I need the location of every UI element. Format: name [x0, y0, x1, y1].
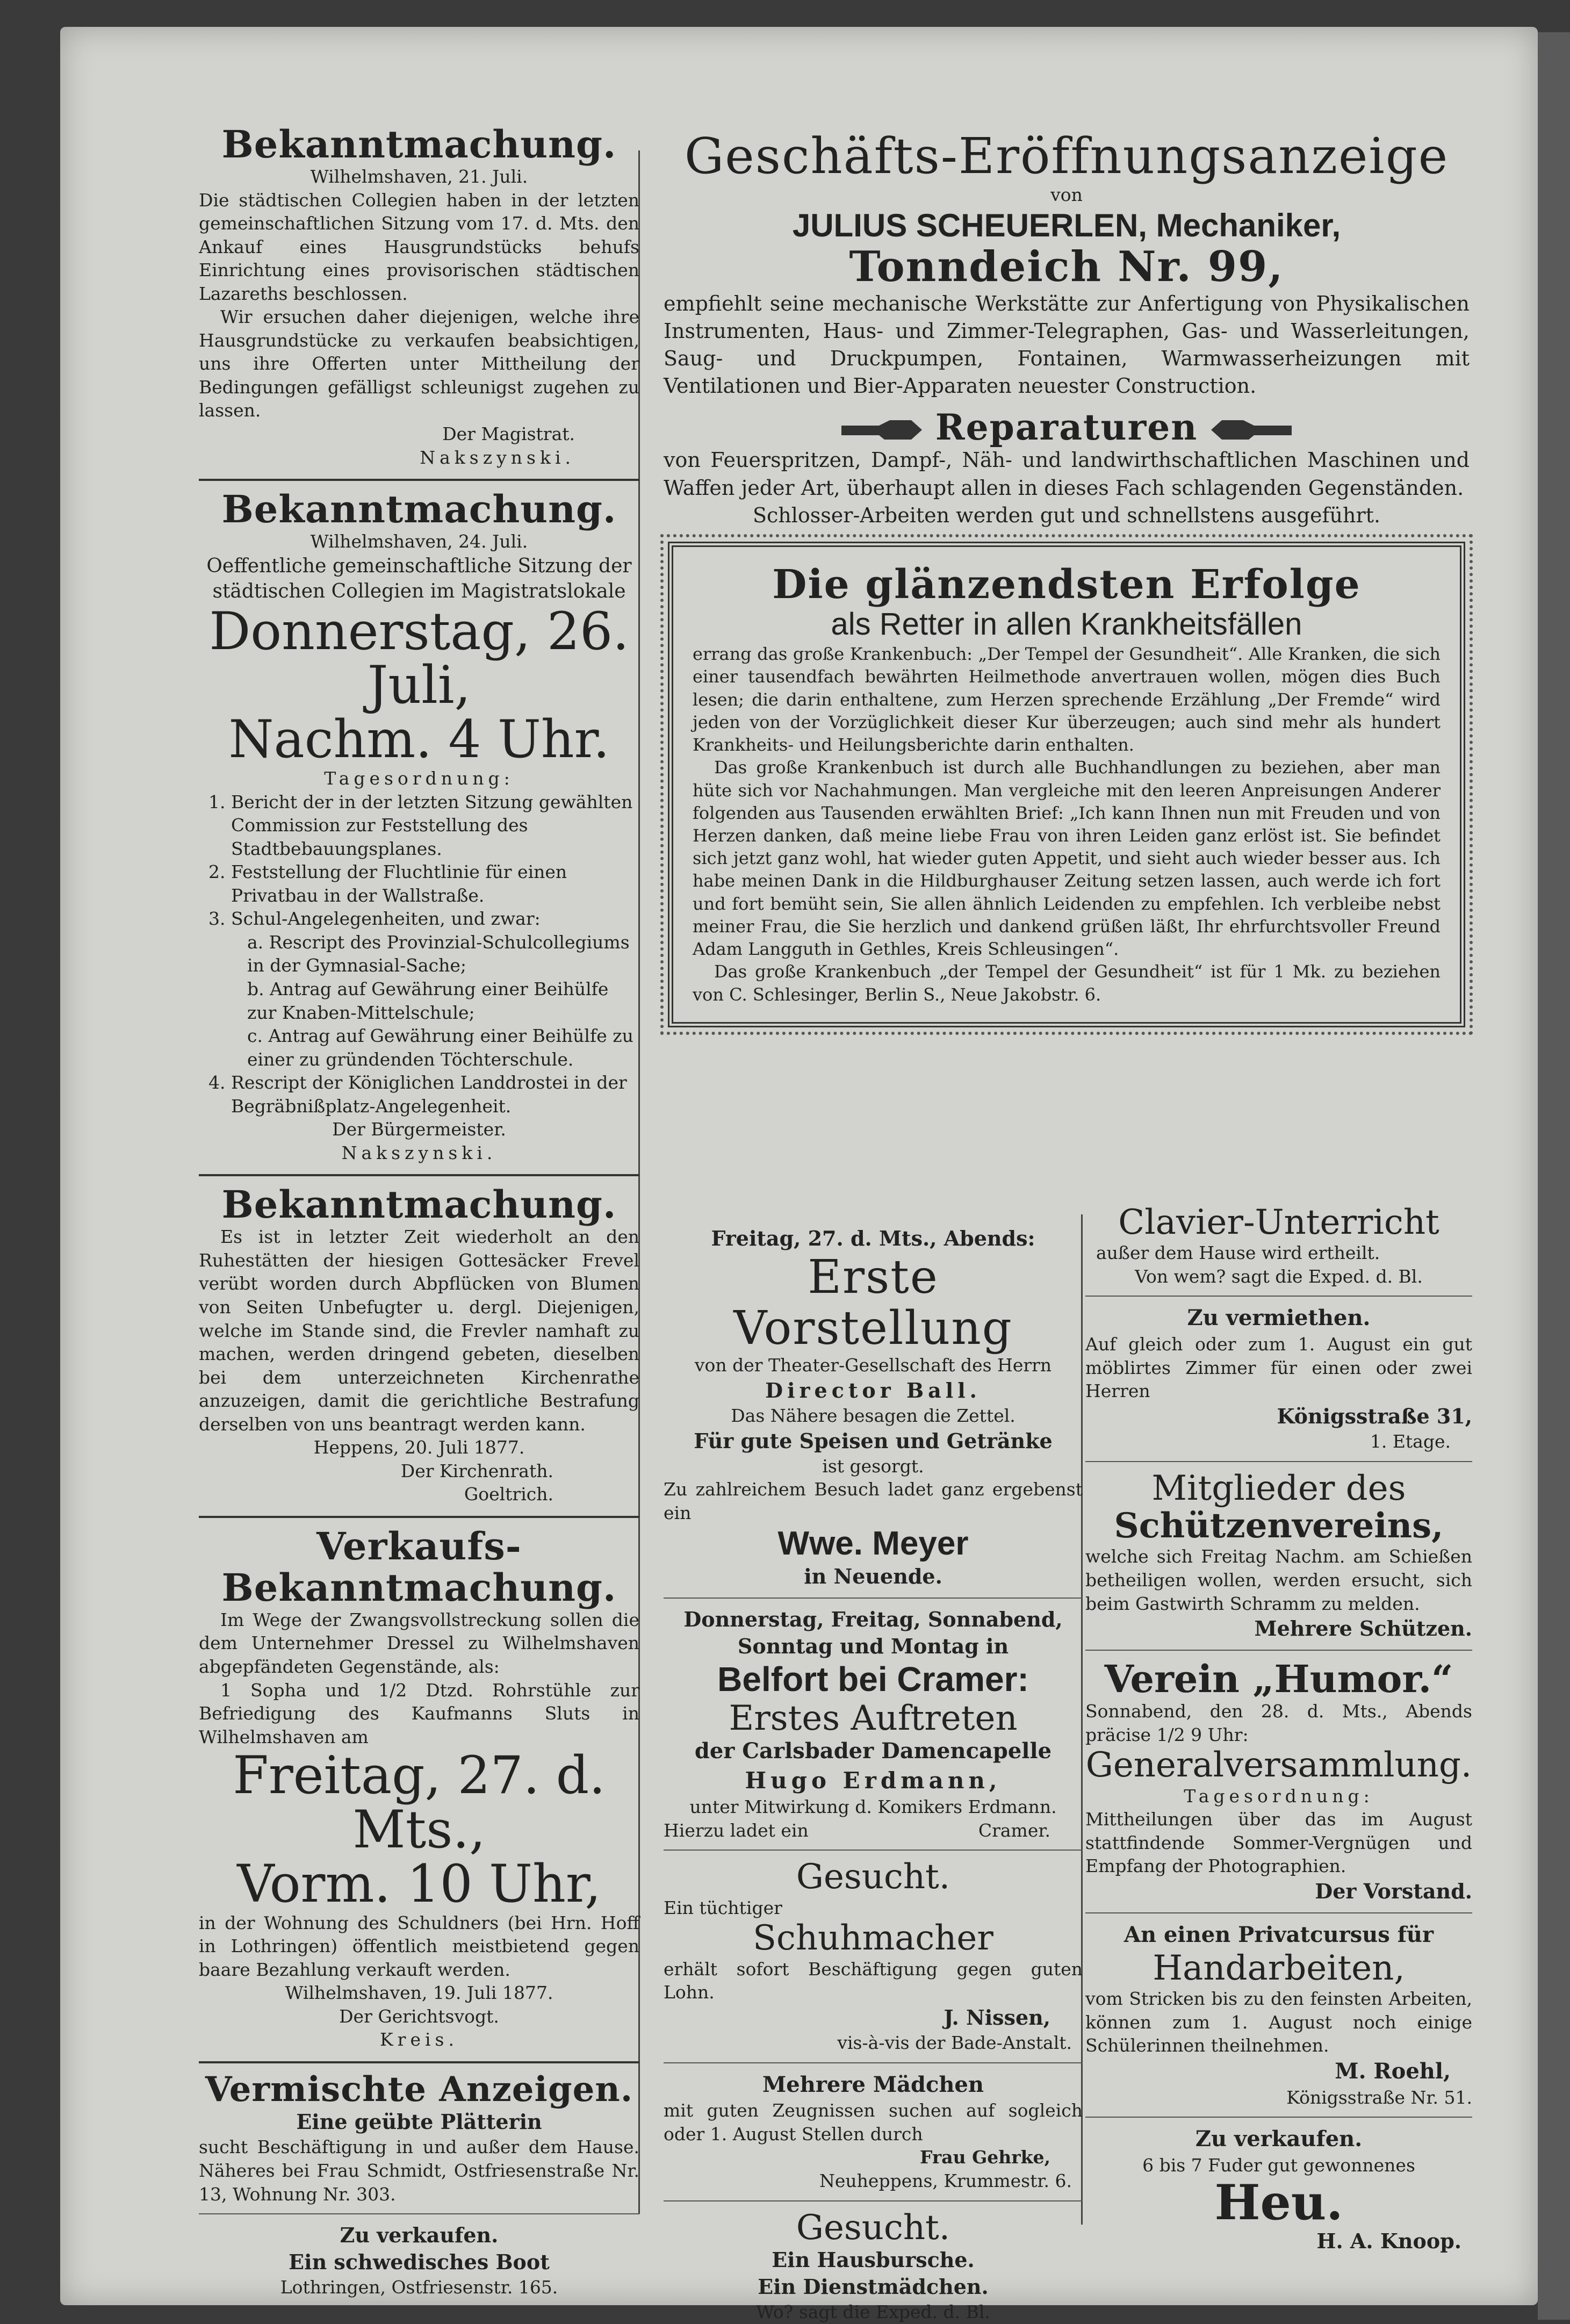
host-place: in Neuende.	[804, 1564, 942, 1588]
pointing-hand-icon	[841, 418, 922, 443]
invite-name: Cramer.	[978, 1819, 1050, 1841]
notice-title: Bekanntmachung.	[221, 122, 617, 167]
divider	[1085, 1461, 1472, 1462]
divider	[199, 1516, 639, 1518]
ad-address: Neuheppens, Krummestr. 6.	[819, 2170, 1072, 2192]
club-meeting: Generalversammlung.	[1085, 1745, 1472, 1786]
box-paragraph: errang das große Krankenbuch: „Der Tempel der Gesundheit“. Alle Kranken, die sich einer tausendfach bewährten Heilmethode anvertrauen wollen, mögen dies Buch lesen; die darin enthaltene, zum Herzen sprechende Erzählung „Der Fremde“ wird jeden von der Vorzüglichkeit dieser Kur überzeugen; auch sind mehr als hundert Krankheits- und Heilungsberichte darin enthalten.	[693, 644, 1441, 756]
divider	[1085, 1296, 1472, 1297]
notice-signature: Der Gerichtsvogt.	[339, 2005, 499, 2027]
agenda-item: 1. Bericht der in der letzten Sitzung gewählten Commission zur Feststellung des Stadtbebauungsplanes.	[231, 790, 639, 861]
ad-address: Königsstraße Nr. 51.	[1286, 2086, 1472, 2108]
notice-paragraph: in der Wohnung des Schuldners (bei Hrn. Hoff in Lothringen) öffentlich meistbietend gegen baare Bezahlung verkauft werden.	[199, 1912, 639, 1980]
ad-address: 1. Etage.	[1370, 1431, 1451, 1452]
ad-title: Gesucht.	[796, 1857, 950, 1897]
ad-signature: Mehrere Schützen.	[1254, 1616, 1472, 1641]
box-subheadline: als Retter in allen Krankheitsfällen	[831, 607, 1302, 642]
ad-title: Clavier-Unterricht	[1118, 1203, 1439, 1242]
ad-item: Heu.	[1214, 2174, 1343, 2231]
ad-paragraph: von Feuerspritzen, Dampf-, Näh- und landwirthschaftlichen Maschinen und Waffen jeder Art, überhaupt allen in dieses Fach schlagenden Gegenständen.	[664, 448, 1470, 500]
notice-signature: Nakszynski.	[420, 447, 575, 468]
divider	[199, 479, 639, 481]
agenda-title: Tagesordnung:	[324, 768, 514, 789]
notice-signature: Der Magistrat.	[442, 423, 575, 445]
notice-paragraph: Es ist in letzter Zeit wiederholt an den Ruhestätten der hiesigen Gottesäcker Frevel verübt worden durch Abpflücken von Blumen von Seiten Unbefugter u. dergl. Diejenigen, welche im Stande sind, die Frevler namhaft zu machen, werden dringend gebeten, dieselben bei dem unterzeichneten Kirchenrathe anzuzeigen, damit die gerichtliche Bestrafung derselben von uns beantragt werden kann.	[199, 1226, 639, 1435]
event-text: Das Nähere besagen die Zettel.	[731, 1405, 1016, 1427]
pointing-hand-icon	[1211, 418, 1292, 443]
divider	[664, 2062, 1083, 2063]
divider	[664, 1598, 1083, 1599]
divider	[1085, 1650, 1472, 1651]
event-text: Für gute Speisen und Getränke	[694, 1428, 1053, 1453]
ad-text: Mittheilungen über das im August stattfindende Sommer-Vergnügen und Empfang der Photographien.	[1085, 1809, 1472, 1877]
column-wide	[664, 129, 1470, 1040]
ad-title: Mehrere Mädchen	[762, 2071, 984, 2097]
ad-title: Gesucht.	[796, 2207, 950, 2248]
event-title: Erste Vorstellung	[733, 1250, 1013, 1355]
club-name: Verein „Humor.“	[1104, 1657, 1453, 1702]
ad-headline: Geschäfts-Eröffnungsanzeige	[684, 127, 1449, 185]
notice-place: Wilhelmshaven, 21. Juli.	[310, 166, 528, 187]
ad-text: welche sich Freitag Nachm. am Schießen betheiligen wollen, werden ersucht, sich beim Gastwirth Schramm zu melden.	[1085, 1546, 1472, 1614]
business-address: Tonndeich Nr. 99,	[849, 242, 1284, 291]
ad-text: Wo? sagt die Exped. d. Bl.	[756, 2301, 990, 2323]
agenda-item: 2. Feststellung der Fluchtlinie für einen Privatbau in der Wallstraße.	[231, 860, 639, 907]
business-name: JULIUS SCHEUERLEN, Mechaniker,	[792, 207, 1341, 243]
ad-signature: Der Vorstand.	[1315, 1879, 1472, 1903]
notice-title: Bekanntmachung.	[221, 487, 617, 532]
ad-address: Lothringen, Ostfriesenstr. 165.	[280, 2277, 558, 2298]
notice-signature: Kreis.	[380, 2029, 458, 2050]
ad-title: Schützenvereins,	[1114, 1506, 1444, 1546]
event-title: Erstes Auftreten	[729, 1698, 1018, 1738]
ad-title: Zu vermiethen.	[1187, 1305, 1371, 1331]
event-days: Donnerstag, Freitag, Sonnabend, Sonntag und Montag in	[683, 1607, 1063, 1658]
notice-title: Bekanntmachung.	[221, 1182, 617, 1227]
ad-address: Königsstraße 31,	[1277, 1404, 1472, 1428]
divider	[199, 2061, 639, 2063]
ad-title: Zu verkaufen.	[340, 2223, 499, 2248]
ad-paragraph: Schlosser-Arbeiten werden gut und schnellstens ausgeführt.	[752, 503, 1381, 527]
ad-text: vom Stricken bis zu den feinsten Arbeiten, können zum 1. August noch einige Schülerinnen theilnehmen.	[1085, 1988, 1472, 2056]
band-name: der Carlsbader Damencapelle	[694, 1738, 1052, 1764]
notice-place: Heppens, 20. Juli 1877.	[313, 1437, 525, 1458]
meeting-date: Donnerstag, 26. Juli,	[209, 601, 629, 716]
advertisement-box	[668, 542, 1465, 1027]
event-text	[664, 1819, 1083, 1843]
divider	[1085, 2117, 1472, 2118]
box-paragraph: Das große Krankenbuch ist durch alle Buchhandlungen zu beziehen, aber man hüte sich vor Nachahmungen. Man vergleiche mit den leeren Anpreisungen Anderer folgenden aus Tausenden erwählten Brief: „Ich kann Ihnen nun mit Freuden und von Herzen danken, daß meine liebe Frau von ihren Leiden ganz erlöst ist. Sie befindet sich jetzt ganz wohl, hat wieder guten Appetit, und sieht auch wieder besser aus. Ich habe meinen Dank in die Hildburghauser Zeitung setzen lassen, auch werde ich fort und fort bemüht sein, Sie allen ähnlich Leidenden zu empfehlen. Ich verbleibe nebst meiner Frau, die Sie herzlich und dankend grüßen läßt, Ihr ehrfurchtsvoller Freund Adam Langguth in Gethles, Kreis Schleusingen“.	[693, 757, 1441, 960]
notice-place: Wilhelmshaven, 24. Juli.	[310, 531, 528, 552]
event-text: von der Theater-Gesellschaft des Herrn	[694, 1355, 1052, 1376]
ad-text: Sonnabend, den 28. d. Mts., Abends präcise 1/2 9 Uhr:	[1085, 1701, 1472, 1745]
agenda-list	[199, 1071, 639, 1118]
meeting-time: Nachm. 4 Uhr.	[228, 709, 610, 770]
notice-title: Verkaufs-	[316, 1523, 522, 1568]
event-text: ist gesorgt.	[822, 1455, 924, 1477]
column-middle	[664, 1225, 1083, 2324]
ad-signature: H. A. Knoop.	[1316, 2229, 1461, 2254]
notice-signature: Goeltrich.	[464, 1484, 553, 1505]
event-date: Freitag, 27. d. Mts., Abends:	[711, 1226, 1035, 1250]
page-edge	[1538, 32, 1570, 2320]
invite-text: Hierzu ladet ein	[664, 1819, 809, 1841]
divider	[199, 2213, 639, 2214]
ad-text: von	[1050, 184, 1083, 206]
ad-text: 6 bis 7 Fuder gut gewonnenes	[1142, 2155, 1415, 2176]
divider	[199, 1174, 639, 1176]
ad-title: Handarbeiten,	[1153, 1948, 1405, 1988]
ad-paragraph: sucht Beschäftigung in und außer dem Hause. Näheres bei Frau Schmidt, Ostfriesenstraße Nr. 13, Wohnung Nr. 303.	[199, 2136, 639, 2205]
box-paragraph: Das große Krankenbuch „der Tempel der Gesundheit“ ist für 1 Mk. zu beziehen von C. Schlesinger, Berlin S., Neue Jakobstr. 6.	[693, 961, 1441, 1005]
divider	[664, 1850, 1083, 1851]
column-right	[1085, 1204, 1472, 2255]
ad-text: mit guten Zeugnissen suchen auf sogleich oder 1. August Stellen durch	[664, 2100, 1083, 2145]
notice-paragraph: Die städtischen Collegien haben in der letzten gemeinschaftlichen Sitzung vom 17. d. Mts. den Ankauf eines Hausgrundstücks behufs Einrichtung eines provisorischen städtischen Lazareths beschlossen.	[199, 189, 639, 304]
ad-name: M. Roehl,	[1335, 2058, 1451, 2084]
ad-name: Frau Gehrke,	[919, 2147, 1050, 2168]
box-headline: Die glänzendsten Erfolge	[772, 562, 1361, 608]
agenda-subitem: a. Rescript des Provinzial-Schulcollegiums in der Gymnasial-Sache;	[247, 931, 630, 976]
ad-text: außer dem Hause wird ertheilt.	[1096, 1242, 1380, 1264]
agenda-title: Tagesordnung:	[1184, 1785, 1374, 1807]
agenda-list	[199, 790, 639, 931]
ad-title: An einen Privatcursus für	[1124, 1922, 1434, 1948]
agenda-item: 3. Schul-Angelegenheiten, und zwar:	[231, 907, 639, 931]
notice-paragraph: Oeffentliche gemeinschaftliche Sitzung der städtischen Collegien im Magistratslokale	[206, 555, 632, 603]
ad-name: J. Nissen,	[944, 2005, 1050, 2030]
ad-text: Auf gleich oder zum 1. August ein gut möblirtes Zimmer für einen oder zwei Herren	[1085, 1334, 1472, 1402]
ad-text: Ein tüchtiger	[664, 1897, 782, 1918]
repair-title: Reparaturen	[935, 406, 1198, 448]
ad-text: Von wem? sagt die Exped. d. Bl.	[1135, 1265, 1423, 1287]
notice-signature: Der Bürgermeister.	[332, 1119, 506, 1140]
ad-item: Ein Dienstmädchen.	[758, 2275, 989, 2299]
ad-item: Ein Hausbursche.	[772, 2247, 975, 2272]
notice-place: Wilhelmshaven, 19. Juli 1877.	[285, 1982, 553, 2004]
ad-title: Eine geübte Plätterin	[296, 2110, 542, 2134]
venue-name: Belfort bei Cramer:	[717, 1660, 1029, 1699]
notice-paragraph: 1 Sopha und 1/2 Dtzd. Rohrstühle zur Befriedigung des Kaufmanns Sluts in Wilhelmshaven am	[199, 1679, 639, 1747]
event-text: unter Mitwirkung d. Komikers Erdmann.	[689, 1796, 1057, 1818]
divider	[1085, 1912, 1472, 1913]
event-director: Director Ball.	[765, 1378, 981, 1402]
ad-paragraph: empfiehlt seine mechanische Werkstätte zur Anfertigung von Physikalischen Instrumenten, Haus- und Zimmer-Telegraphen, Gas- und Wasserleitungen, Saug- und Druckpumpen, Fontainen, Warmwasserheizungen mit Ventilationen und Bier-Apparaten neuester Construction.	[664, 291, 1470, 398]
notice-signature: Der Kirchenrath.	[400, 1460, 553, 1481]
agenda-subitem: c. Antrag auf Gewährung einer Beihülfe zu einer zu gründenden Töchterschule.	[247, 1025, 633, 1070]
ad-title: Mitglieder des	[1151, 1468, 1406, 1508]
host-name: Wwe. Meyer	[777, 1525, 969, 1563]
ad-job: Schuhmacher	[753, 1918, 993, 1959]
notice-paragraph: Im Wege der Zwangsvollstreckung sollen die dem Unternehmer Dressel zu Wilhelmshaven abgepfändeten Gegenstände, als:	[199, 1609, 639, 1678]
agenda-subitem: b. Antrag auf Gewährung einer Beihülfe zur Knaben-Mittelschule;	[247, 978, 609, 1023]
ad-item: Ein schwedisches Boot	[289, 2250, 550, 2275]
event-text: Zu zahlreichem Besuch ladet ganz ergebenst ein	[664, 1479, 1083, 1523]
agenda-item: 4. Rescript der Königlichen Landdrostei in der Begräbnißplatz-Angelegenheit.	[231, 1071, 639, 1118]
section-title: Vermischte Anzeigen.	[205, 2069, 633, 2110]
divider	[664, 2200, 1083, 2201]
repair-heading	[664, 408, 1470, 447]
band-leader: Hugo Erdmann,	[745, 1767, 1002, 1794]
notice-paragraph: Wir ersuchen daher diejenigen, welche ihre Hausgrundstücke zu verkaufen beabsichtigen, uns ihre Offerten unter Mittheilung der Bedingungen gefälligst schleunigst zugehen zu lassen.	[199, 306, 639, 421]
notice-title: Bekanntmachung.	[221, 1565, 617, 1610]
auction-date: Freitag, 27. d. Mts.,	[233, 1745, 606, 1860]
auction-time: Vorm. 10 Uhr,	[237, 1853, 601, 1914]
column-left	[199, 124, 639, 2299]
notice-signature: Nakszynski.	[341, 1142, 497, 1163]
ad-address: vis-à-vis der Bade-Anstalt.	[837, 2032, 1072, 2054]
ad-title: Zu verkaufen.	[1195, 2126, 1363, 2152]
ad-text: erhält sofort Beschäftigung gegen guten Lohn.	[664, 1958, 1083, 2003]
